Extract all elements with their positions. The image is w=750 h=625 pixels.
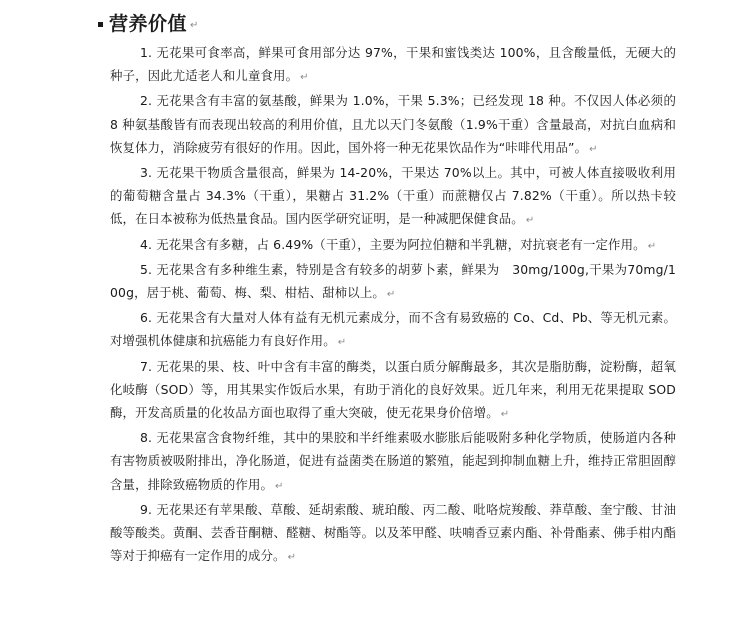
paragraph-mark-icon: ↵ <box>275 480 284 492</box>
paragraph-text: 5. 无花果含有多种维生素，特别是含有较多的胡萝卜素，鲜果为 30mg/100g,干果为70mg/100g，居于桃、葡萄、梅、梨、柑桔、甜柿以上。 <box>110 261 676 301</box>
paragraph-mark-icon: ↵ <box>647 240 657 252</box>
heading-bullet-icon <box>98 22 103 27</box>
paragraph-text: 4. 无花果含有多糖，占 6.49%（干重），主要为阿拉伯糖和半乳糖，对抗衰老有一定作用。 <box>140 236 646 252</box>
paragraph-text: 9. 无花果还有苹果酸、草酸、延胡索酸、琥珀酸、丙二酸、吡咯烷羧酸、莽草酸、奎宁酸、甘油酸等酸类。黄酮、芸香苷酮糖、醛糖、树酯等。以及苯甲醛、呋喃香豆素内酯、补骨酯素、佛手柑内酯等对于抑癌有一定作用的成分。 <box>110 501 676 564</box>
paragraph-8 <box>110 426 676 498</box>
paragraph-7 <box>110 355 676 427</box>
paragraph-4 <box>110 233 676 258</box>
paragraph-mark-icon: ↵ <box>190 19 199 31</box>
paragraph-mark-icon: ↵ <box>500 409 510 421</box>
paragraph-text: 1. 无花果可食率高，鲜果可食用部分达 97%，干果和蜜饯类达 100%，且含酸量低，无硬大的种子，因此尤适老人和儿童食用。 <box>110 45 676 84</box>
paragraph-3 <box>110 161 676 233</box>
paragraph-text: 2. 无花果含有丰富的氨基酸，鲜果为 1.0%，干果 5.3%；已经发现 18 种。不仅因人体必须的 8 种氨基酸皆有而表现出较高的利用价值，且尤以天门冬氨酸（1.9%干重）含量最高，对抗白血病和恢复体力，消除疲劳有很好的作用。因此，国外将一种无花果饮品作为“咔啡代用品”。 <box>110 93 676 155</box>
paragraph-text: 8. 无花果富含食物纤维，其中的果胶和半纤维素吸水膨胀后能吸附多种化学物质，使肠道内各种有害物质被吸附排出，净化肠道，促进有益菌类在肠道的繁殖，能起到抑制血糖上升，维持正常胆固醇含量，排除致癌物质的作用。 <box>110 430 676 492</box>
paragraph-text: 6. 无花果含有大量对人体有益有无机元素成分，而不含有易致癌的 Co、Cd、Pb、等无机元素。对增强机体健康和抗癌能力有良好作用。 <box>110 310 676 349</box>
paragraph-5 <box>110 258 676 306</box>
paragraph-mark-icon: ↵ <box>300 72 309 84</box>
paragraph-text: 7. 无花果的果、枝、叶中含有丰富的酶类，以蛋白质分解酶最多，其次是脂肪酶，淀粉酶，超氧化岐酶（SOD）等，用其果实作饭后水果，有助于消化的良好效果。近几年来，利用无花果提取 SOD 酶，开发高质量的化妆品方面也取得了重大突破，使无花果身价倍增。 <box>110 358 676 421</box>
section-heading <box>98 6 198 38</box>
paragraph-1 <box>110 41 676 89</box>
paragraph-9 <box>110 498 676 570</box>
paragraph-2 <box>110 89 676 161</box>
paragraph-6 <box>110 306 676 354</box>
paragraph-mark-icon: ↵ <box>386 289 396 301</box>
heading-title: 营养价值 <box>109 12 188 35</box>
paragraph-mark-icon: ↵ <box>287 552 297 564</box>
document-body <box>110 41 676 569</box>
paragraph-mark-icon: ↵ <box>337 337 347 349</box>
paragraph-mark-icon: ↵ <box>589 143 598 155</box>
paragraph-text: 3. 无花果干物质含量很高，鲜果为 14-20%，干果达 70%以上。其中，可被人体直接吸收利用的葡萄糖含量占 34.3%（干重），果糖占 31.2%（干重）而蔗糖仅占 7.82%（干重）。所以热卡较低，在日本被称为低热量食品。国内医学研究证明，是一种减肥保健食品。 <box>110 165 676 227</box>
paragraph-mark-icon: ↵ <box>525 215 535 227</box>
